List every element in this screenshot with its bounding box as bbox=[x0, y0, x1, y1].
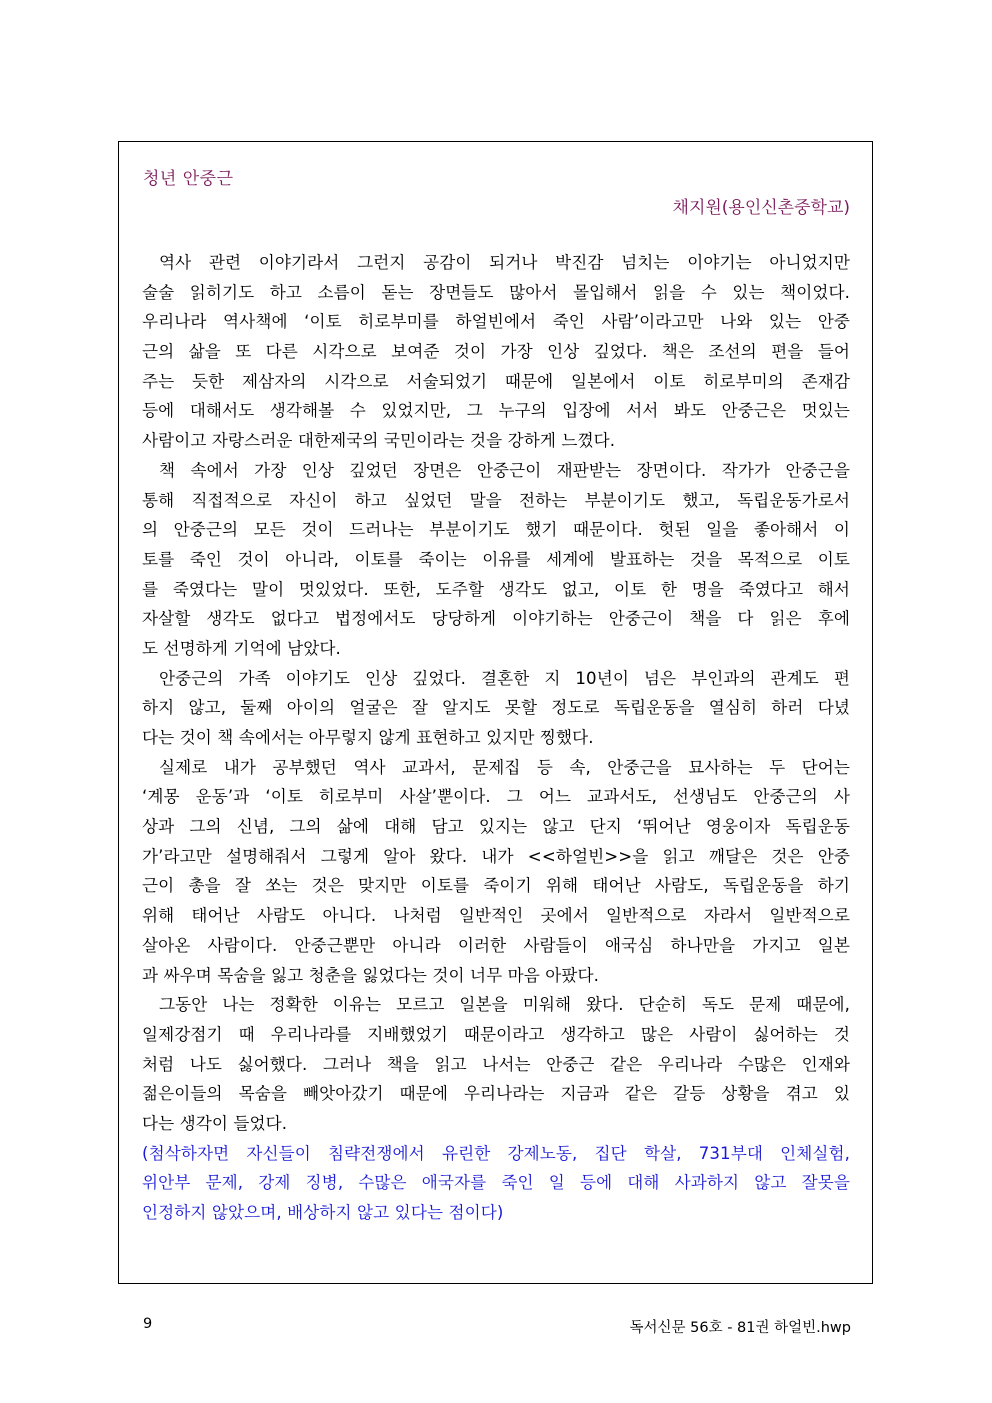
body-line: 실제로 내가 공부했던 역사 교과서, 문제집 등 속, 안중근을 묘사하는 두 단어는 bbox=[159, 757, 850, 777]
body-line: ‘계몽 운동’과 ‘이토 히로부미 사살’뿐이다. 그 어느 교과서도, 선생님도 안중근의 사 bbox=[142, 787, 850, 807]
body-line: 우리나라 역사책에 ‘이토 히로부미를 하얼빈에서 죽인 사람’이라고만 나와 있는 안중 bbox=[142, 312, 850, 332]
body-line: 가’라고만 설명해줘서 그렇게 알아 왔다. 내가 <<하얼빈>>을 읽고 깨달은 것은 안중 bbox=[142, 846, 850, 866]
body-line: 의 안중근의 모든 것이 드러나는 부분이기도 했기 때문이다. 헛된 일을 좋아해서 이 bbox=[142, 520, 850, 540]
article-author: 채지원(용인신촌중학교) bbox=[672, 198, 850, 218]
body-line: 일제강점기 때 우리나라를 지배했었기 때문이라고 생각하고 많은 사람이 싫어하는 것 bbox=[142, 1024, 850, 1044]
footer-file-name: 독서신문 56호 - 81권 하얼빈.hwp bbox=[629, 1320, 851, 1336]
article-body bbox=[142, 248, 850, 1228]
body-line: 처럼 나도 싫어했다. 그러나 책을 읽고 나서는 안중근 같은 우리나라 수많은 인재와 bbox=[142, 1054, 850, 1074]
body-line: 역사 관련 이야기라서 그런지 공감이 되거나 박진감 넘치는 이야기는 아니었지만 bbox=[159, 253, 850, 272]
body-line: 살아온 사람이다. 안중근뿐만 아니라 이러한 사람들이 애국심 하나만을 가지고 일본 bbox=[142, 935, 850, 955]
body-line: 도 선명하게 기억에 남았다. bbox=[142, 638, 341, 658]
body-line: 하지 않고, 둘째 아이의 얼굴은 잘 알지도 못할 정도로 독립운동을 열심히 하러 다녔 bbox=[142, 698, 850, 718]
body-line: 다는 생각이 들었다. bbox=[142, 1113, 288, 1133]
body-line: 과 싸우며 목숨을 잃고 청춘을 잃었다는 것이 너무 마음 아팠다. bbox=[142, 965, 599, 985]
body-line: 상과 그의 신념, 그의 삶에 대해 담고 있지는 않고 단지 ‘뛰어난 영웅이자 독립운동 bbox=[142, 817, 850, 837]
body-line: 통해 직접적으로 자신이 하고 싶었던 말을 전하는 부분이기도 했고, 독립운동가로서 bbox=[142, 490, 850, 510]
body-line: 를 죽였다는 말이 멋있었다. 또한, 도주할 생각도 없고, 이토 한 명을 죽였다고 해서 bbox=[142, 579, 850, 599]
body-line: 술술 읽히기도 하고 소름이 돋는 장면들도 많아서 몰입해서 읽을 수 있는 책이었다. bbox=[142, 282, 850, 302]
body-line: 다는 것이 책 속에서는 아무렇지 않게 표현하고 있지만 찡했다. bbox=[142, 728, 594, 747]
body-line: 자살할 생각도 없다고 법정에서도 당당하게 이야기하는 안중근이 책을 다 읽은 후에 bbox=[142, 609, 850, 629]
body-line: 안중근의 가족 이야기도 인상 깊었다. 결혼한 지 10년이 넘은 부인과의 관계도 편 bbox=[159, 668, 850, 688]
body-line: 젊은이들의 목숨을 빼앗아갔기 때문에 우리나라는 지금과 같은 갈등 상황을 겪고 있 bbox=[142, 1084, 850, 1104]
body-line: 주는 듯한 제삼자의 시각으로 서술되었기 때문에 일본에서 이토 히로부미의 존재감 bbox=[142, 371, 850, 391]
body-line: 그동안 나는 정확한 이유는 모르고 일본을 미워해 왔다. 단순히 독도 문제 때문에, bbox=[159, 995, 850, 1015]
body-line: 토를 죽인 것이 아니라, 이토를 죽이는 이유를 세계에 발표하는 것을 목적으로 이토 bbox=[142, 549, 850, 569]
note-line: 위안부 문제, 강제 징병, 수많은 애국자를 죽인 일 등에 대해 사과하지 않고 잘못을 bbox=[142, 1173, 850, 1193]
body-line: 위해 태어난 사람도 아니다. 나처럼 일반적인 곳에서 일반적으로 자라서 일반적으로 bbox=[142, 906, 850, 926]
article-title: 청년 안중근 bbox=[143, 169, 234, 189]
body-line: 근이 총을 잘 쏘는 것은 맞지만 이토를 죽이기 위해 태어난 사람도, 독립운동을 하기 bbox=[142, 876, 850, 896]
body-line: 등에 대해서도 생각해볼 수 있었지만, 그 누구의 입장에 서서 봐도 안중근은 멋있는 bbox=[142, 401, 850, 421]
note-line: (첨삭하자면 자신들이 침략전쟁에서 유린한 강제노동, 집단 학살, 731부대 인체실험, bbox=[142, 1143, 850, 1163]
body-line: 근의 삶을 또 다른 시각으로 보여준 것이 가장 인상 깊었다. 책은 조선의 편을 들어 bbox=[142, 342, 850, 362]
note-line: 인정하지 않았으며, 배상하지 않고 있다는 점이다) bbox=[142, 1203, 504, 1222]
page-number: 9 bbox=[143, 1316, 153, 1332]
body-line: 책 속에서 가장 인상 깊었던 장면은 안중근이 재판받는 장면이다. 작가가 안중근을 bbox=[159, 460, 850, 480]
body-line: 사람이고 자랑스러운 대한제국의 국민이라는 것을 강하게 느꼈다. bbox=[142, 431, 616, 451]
